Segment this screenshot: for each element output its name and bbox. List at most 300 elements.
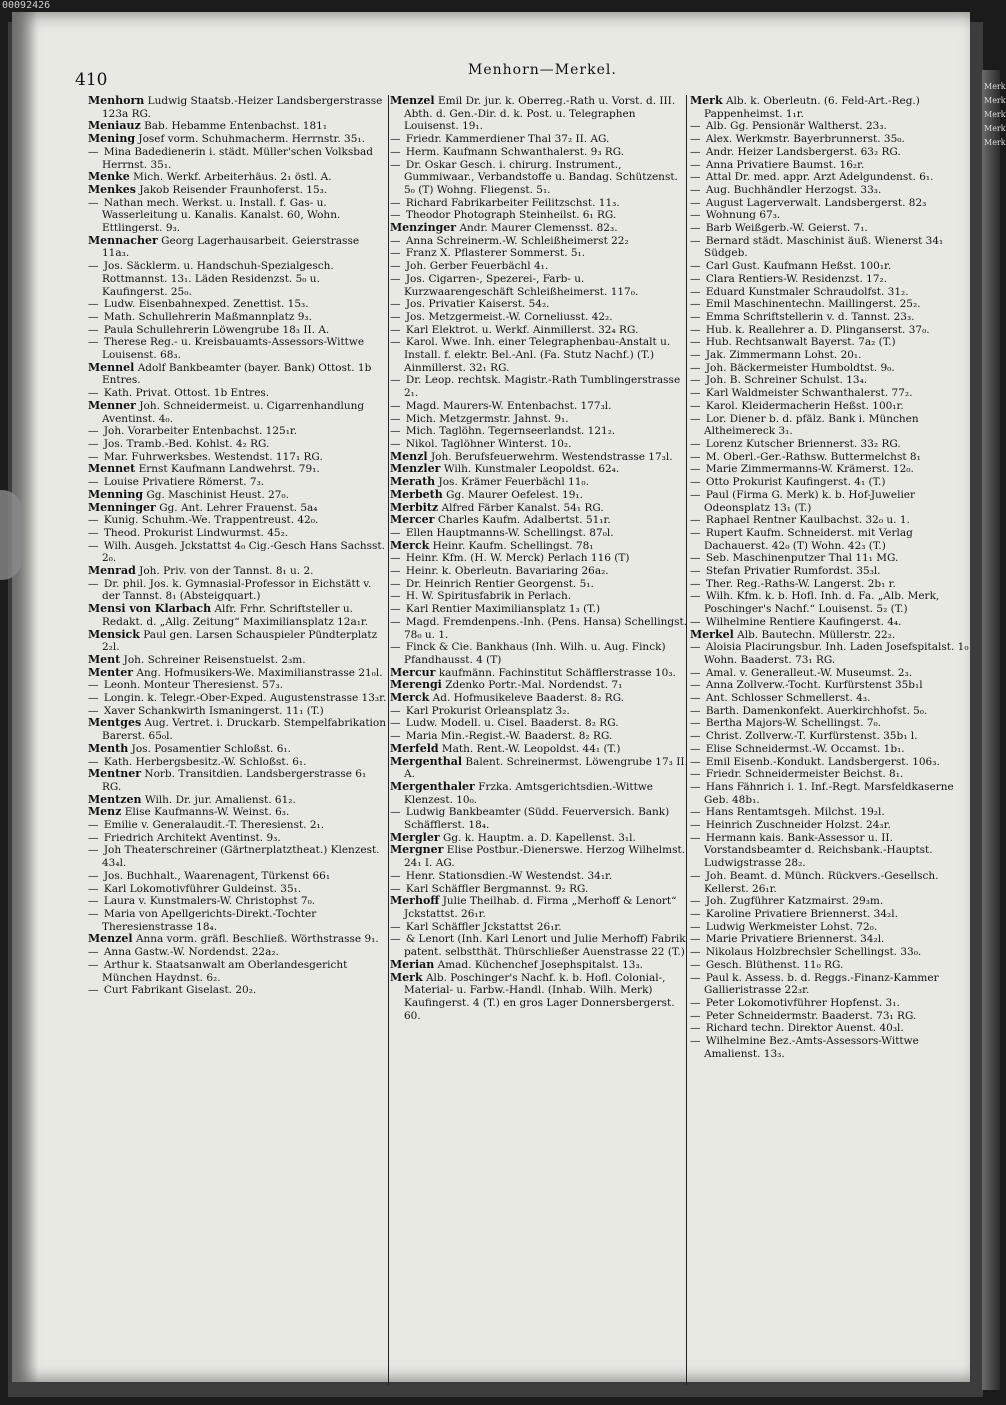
entry-text: Jos. Krämer Feuerbächl 11₀. (438, 476, 589, 489)
directory-entry (690, 705, 978, 718)
entry-surname: Menth (88, 741, 129, 755)
entry-text: Jos. Privatier Kaiserst. 54₂. (405, 298, 550, 311)
continuation-dash: — (690, 158, 701, 171)
directory-entry (88, 933, 388, 946)
entry-text: Aug. Buchhändler Herzogst. 33₃. (705, 183, 882, 196)
entry-text: Seb. Maschinenputzer Thal 11₁ MG. (705, 552, 899, 565)
directory-entry (690, 336, 978, 349)
directory-entry (390, 374, 690, 399)
entry-text: Otto Prokurist Kaufingerst. 4₁ (T.) (705, 476, 886, 489)
entry-text: Magd. Maurers-W. Entenbachst. 177₃l. (405, 399, 612, 412)
directory-entry (88, 832, 388, 845)
entry-text: Karoline Privatiere Briennerst. 34₂l. (705, 908, 898, 920)
entry-text: Aloisia Placirungsbur. Inh. Laden Josefspitalst. 1₀ Wohn. Baaderst. 73₁ RG. (704, 641, 969, 666)
column-rule (388, 95, 389, 1385)
continuation-dash: — (690, 971, 701, 984)
entry-text: Joh. B. Schreiner Schulst. 13₄. (705, 374, 868, 387)
entry-text: Alb. Bautechn. Müllerstr. 22₂. (737, 628, 896, 641)
continuation-dash: — (690, 374, 701, 387)
continuation-dash: — (88, 323, 99, 336)
continuation-dash: — (690, 399, 701, 412)
entry-text: Adolf Bankbeamter (bayer. Bank) Ottost. 1b Entres. (102, 361, 372, 387)
entry-text: Lor. Diener b. d. pfälz. Bank i. München Altheimereck 3₁. (704, 412, 919, 438)
directory-entry (390, 133, 690, 146)
continuation-dash: — (390, 399, 401, 412)
entry-text: Raphael Rentner Kaulbachst. 32₀ u. 1. (705, 514, 910, 527)
entry-surname: Menzel (88, 932, 133, 946)
directory-entry (390, 679, 690, 692)
directory-entry (390, 311, 690, 324)
continuation-dash: — (690, 234, 701, 247)
continuation-dash: — (690, 209, 701, 222)
directory-entry (690, 997, 978, 1010)
continuation-dash: — (390, 412, 401, 425)
continuation-dash: — (690, 590, 701, 603)
continuation-dash: — (88, 679, 99, 692)
directory-entry (390, 425, 690, 438)
continuation-dash: — (690, 831, 701, 844)
entry-text: Stefan Privatier Rumfordst. 35₃l. (705, 565, 881, 578)
continuation-dash: — (390, 374, 401, 387)
continuation-dash: — (88, 539, 99, 552)
entry-text: Heinr. k. Oberleutn. Bavariaring 26a₂. (405, 565, 609, 578)
directory-entry (390, 336, 690, 374)
directory-entry (690, 641, 978, 666)
entry-text: Joh. Zugführer Katzmairst. 29₃m. (705, 895, 884, 908)
entry-surname: Menhorn (88, 94, 145, 107)
entry-text: Hub. k. Reallehrer a. D. Plinganserst. 37₀. (705, 323, 930, 336)
entry-text: Wilhelmine Bez.-Amts-Assessors-Wittwe Amalienst. 13₃. (704, 1035, 919, 1060)
entry-text: Bernard städt. Maschinist äuß. Wienerst 34₁ Südgeb. (704, 234, 944, 260)
directory-entry (390, 540, 690, 553)
entry-text: Herm. Kaufmann Schwanthalerst. 9₃ RG. (405, 145, 625, 158)
entry-text: Karl Schäffler Jckstattst 26₁r. (405, 920, 562, 933)
directory-entry (88, 692, 388, 705)
directory-entry (690, 273, 978, 286)
directory-entry (690, 387, 978, 400)
continuation-dash: — (390, 526, 401, 539)
directory-entry (88, 984, 388, 997)
continuation-dash: — (390, 882, 401, 895)
entry-text: Karl Schäffler Bergmannst. 9₂ RG. (405, 882, 589, 895)
continuation-dash: — (88, 844, 99, 857)
entry-text: Ludw. Eisenbahnexped. Zenettist. 15₃. (103, 298, 309, 311)
continuation-dash: — (690, 692, 701, 705)
directory-entry (690, 590, 978, 615)
entry-text: Alb. Gg. Pensionär Waltherst. 23₃. (705, 120, 887, 133)
continuation-dash: — (690, 463, 701, 476)
continuation-dash: — (690, 183, 701, 196)
continuation-dash: — (690, 780, 701, 793)
entry-text: Aug. Vertret. i. Druckarb. Stempelfabrikation Barerst. 65₀l. (102, 717, 386, 743)
entry-text: Julie Theilhab. d. Firma „Merhoff & Lenort“ Jckstattst. 26₁r. (404, 895, 677, 920)
entry-surname: Mennel (88, 360, 135, 374)
directory-entry (88, 400, 388, 425)
continuation-dash: — (390, 234, 401, 247)
continuation-dash: — (690, 908, 701, 920)
entry-text: Emil Maschinentechn. Maillingerst. 25₂. (705, 298, 921, 311)
continuation-dash: — (690, 806, 701, 819)
entry-text: Maria Min.-Regist.-W. Baaderst. 8₂ RG. (405, 730, 613, 743)
entry-text: Dr. phil. Jos. k. Gymnasial-Professor in Eichstätt v. der Tannst. 8₁ (Absteigquart.) (102, 577, 372, 603)
directory-entry (690, 95, 978, 120)
continuation-dash: — (390, 310, 401, 323)
continuation-dash: — (690, 285, 701, 298)
directory-entry (690, 730, 978, 743)
entry-text: Wohnung 67₃. (705, 209, 781, 222)
continuation-dash: — (88, 882, 99, 895)
directory-entry (690, 362, 978, 375)
entry-surname: Menter (88, 665, 134, 679)
continuation-dash: — (690, 641, 701, 654)
continuation-dash: — (690, 336, 701, 349)
entry-text: Ludwig Staatsb.-Heizer Landsbergerstrasse 123a RG. (102, 95, 383, 120)
entry-text: Zdenko Portr.-Mal. Nordendst. 7₁ (445, 679, 623, 692)
directory-entry (390, 781, 690, 806)
entry-text: Elise Kaufmanns-W. Weinst. 6₃. (124, 806, 290, 819)
directory-entry (390, 921, 690, 934)
directory-entry (690, 1010, 978, 1023)
directory-entry (88, 311, 388, 324)
directory-entry (690, 374, 978, 387)
entry-text: Finck & Cie. Bankhaus (Inh. Wilh. u. Aug. Finck) Pfandhausst. 4 (T) (404, 641, 666, 666)
entry-surname: Ment (88, 652, 121, 666)
directory-entry (690, 298, 978, 311)
continuation-dash: — (690, 260, 701, 273)
entry-text: Norb. Transitdien. Landsbergerstrasse 6₁ RG. (102, 768, 367, 793)
continuation-dash: — (690, 349, 701, 362)
continuation-dash: — (390, 247, 401, 260)
entry-text: Andr. Heizer Landsbergerst. 63₂ RG. (705, 145, 901, 158)
continuation-dash: — (88, 476, 99, 489)
continuation-dash: — (690, 196, 701, 209)
continuation-dash: — (88, 514, 99, 527)
entry-text: Anna vorm. gräfl. Beschließ. Wörthstrasse 9₁. (135, 933, 379, 946)
directory-entry (690, 476, 978, 489)
directory-entry (88, 768, 388, 793)
continuation-dash: — (88, 577, 99, 590)
entry-text: Kath. Herbergsbesitz.-W. Schloßst. 6₁. (103, 755, 307, 768)
entry-text: Barth. Damenkonfekt. Auerkirchhofst. 5₀. (705, 704, 928, 717)
entry-text: Barb Weißgerb.-W. Geierst. 7₁. (705, 222, 868, 235)
directory-entry (390, 565, 690, 578)
continuation-dash: — (690, 704, 701, 717)
directory-entry (88, 946, 388, 959)
continuation-dash: — (690, 565, 701, 578)
entry-text: Nikolaus Holzbrechsler Schellingst. 33₀. (705, 946, 922, 959)
directory-entry (390, 972, 690, 1023)
directory-entry (390, 806, 690, 831)
continuation-dash: — (88, 692, 99, 705)
entry-text: Gg. k. Hauptm. a. D. Kapellenst. 3₁l. (442, 831, 636, 844)
continuation-dash: — (690, 222, 701, 235)
continuation-dash: — (690, 272, 701, 285)
continuation-dash: — (390, 298, 401, 311)
entry-text: Math. Rent.-W. Leopoldst. 44₁ (T.) (441, 742, 621, 755)
continuation-dash: — (390, 704, 401, 717)
directory-entry (690, 286, 978, 299)
directory-entry (88, 514, 388, 527)
entry-surname: Merhoff (390, 894, 440, 908)
entry-text: Alfr. Frhr. Schriftsteller u. Redakt. d. „Allg. Zeitung“ Maximiliansplatz 12a₁r. (102, 603, 369, 628)
directory-entry (88, 463, 388, 476)
entry-text: Leonh. Monteur Theresienst. 57₃. (103, 679, 284, 692)
continuation-dash: — (88, 908, 99, 920)
directory-entry (690, 349, 978, 362)
continuation-dash: — (690, 933, 701, 946)
entry-surname: Menning (88, 487, 144, 501)
directory-entry (88, 502, 388, 515)
page-number: 410 (75, 70, 108, 90)
entry-surname: Merk (690, 94, 723, 107)
entry-text: Anna Privatiere Baumst. 16₂r. (705, 158, 865, 171)
directory-entry (88, 806, 388, 819)
continuation-dash: — (690, 387, 701, 400)
entry-text: Bertha Majors-W. Schellingst. 7₀. (705, 717, 882, 730)
directory-entry (690, 717, 978, 730)
entry-text: Mich. Werkf. Arbeiterhäus. 2₁ östl. A. (133, 171, 332, 184)
entry-text: & Lenort (Inh. Karl Lenort und Julie Merhoff) Fabrik patent. selbstthät. Thürschließer Auenstrasse 22 (T.) (404, 933, 686, 959)
directory-entry (390, 298, 690, 311)
directory-entry (88, 133, 388, 146)
continuation-dash: — (690, 615, 701, 628)
directory-entry (88, 146, 388, 171)
directory-entry (690, 768, 978, 781)
directory-entry (690, 565, 978, 578)
directory-entry (390, 844, 690, 869)
entry-text: Friedr. Schneidermeister Beichst. 8₁. (705, 768, 904, 781)
directory-entry (390, 413, 690, 426)
next-page-edge-text: Merk Merk Merk Merk Merk (984, 82, 1006, 147)
directory-entry (690, 552, 978, 565)
continuation-dash: — (690, 298, 701, 311)
directory-entry (690, 184, 978, 197)
continuation-dash: — (690, 552, 701, 565)
entry-text: Paul k. Assess. b. d. Reggs.-Finanz-Kammer Gallieristrasse 22₃r. (704, 971, 939, 997)
entry-text: Carl Gust. Kaufmann Heßst. 100₁r. (705, 260, 892, 273)
directory-entry (690, 1022, 978, 1035)
continuation-dash: — (690, 920, 701, 933)
entry-text: Nikol. Taglöhner Winterst. 10₂. (405, 437, 572, 450)
entry-text: Paul (Firma G. Merk) k. b. Hof-Juwelier Odeonsplatz 13₁ (T.) (704, 488, 916, 514)
directory-entry (88, 717, 388, 742)
directory-column-1 (88, 95, 388, 1385)
entry-text: Friedrich Architekt Aventinst. 9₃. (103, 831, 281, 844)
entry-text: Richard Fabrikarbeiter Feilitzschst. 11₃. (405, 196, 620, 209)
continuation-dash: — (390, 323, 401, 336)
entry-text: Alfred Färber Kanalst. 54₁ RG. (441, 501, 604, 514)
continuation-dash: — (390, 437, 401, 450)
entry-text: Ludwig Werkmeister Lohst. 72₀. (705, 920, 878, 933)
entry-surname: Merk (390, 970, 423, 984)
continuation-dash: — (690, 310, 701, 323)
continuation-dash: — (690, 1022, 701, 1035)
entry-surname: Merian (390, 957, 435, 971)
entry-text: Jak. Zimmermann Lohst. 20₁. (705, 349, 862, 362)
entry-surname: Mentzen (88, 792, 142, 806)
entry-surname: Mennacher (88, 233, 158, 247)
directory-entry (88, 184, 388, 197)
directory-entry (88, 959, 388, 984)
entry-surname: Merkel (690, 627, 734, 641)
continuation-dash: — (390, 145, 401, 158)
continuation-dash: — (690, 323, 701, 336)
continuation-dash: — (88, 958, 99, 971)
entry-surname: Menkes (88, 182, 136, 196)
directory-entry (390, 603, 690, 616)
entry-text: Karl Rentier Maximiliansplatz 1₃ (T.) (405, 603, 601, 616)
directory-entry (690, 451, 978, 464)
directory-entry (390, 578, 690, 591)
entry-surname: Merbitz (390, 500, 439, 514)
continuation-dash: — (88, 755, 99, 768)
entry-text: Ang. Hofmusikers-We. Maximilianstrasse 21₀l. (136, 666, 383, 679)
directory-entry (390, 247, 690, 260)
directory-entry (88, 743, 388, 756)
entry-text: Nathan mech. Werkst. u. Install. f. Gas- u. Wasserleitung u. Kanalis. Kanalst. 60, Wohn. Ettlingerst. 9₃. (102, 196, 341, 235)
directory-entry (690, 159, 978, 172)
continuation-dash: — (690, 145, 701, 158)
entry-text: Alex. Werkmstr. Bayerbrunnerst. 35₀. (705, 133, 905, 146)
continuation-dash: — (390, 209, 401, 222)
continuation-dash: — (390, 806, 401, 819)
continuation-dash: — (390, 272, 401, 285)
entry-text: Maria von Apellgerichts-Direkt.-Tochter Theresienstrasse 18₄. (102, 908, 317, 933)
continuation-dash: — (690, 412, 701, 425)
entry-text: Dr. Heinrich Rentier Georgenst. 5₁. (405, 577, 594, 590)
directory-entry (390, 197, 690, 210)
entry-text: Balent. Schreinermst. Löwengrube 17₃ II. A. (404, 755, 688, 781)
directory-entry (390, 933, 690, 958)
continuation-dash: — (390, 336, 401, 349)
directory-entry (690, 667, 978, 680)
continuation-dash: — (690, 361, 701, 374)
entry-text: Curt Fabrikant Giselast. 20₂. (103, 984, 257, 997)
entry-text: Joh. Schreiner Reisenstuelst. 2₃m. (123, 653, 306, 666)
entry-text: H. W. Spiritusfabrik in Perlach. (405, 590, 572, 603)
entry-text: Joh. Schneidermeist. u. Cigarrenhandlung Aventinst. 4₀. (102, 399, 365, 425)
directory-entry (88, 870, 388, 883)
continuation-dash: — (390, 565, 401, 578)
entry-surname: Menzler (390, 462, 441, 476)
continuation-dash: — (390, 133, 401, 146)
continuation-dash: — (390, 158, 401, 171)
entry-text: Amad. Küchenchef Josephspitalst. 13₃. (437, 958, 644, 971)
entry-text: Mich. Metzgermstr. Jahnst. 9₁. (405, 412, 569, 425)
directory-entry (690, 413, 978, 438)
entry-text: Karl Elektrot. u. Werkf. Ainmillerst. 32₄ RG. (405, 323, 639, 336)
entry-text: Eduard Kunstmaler Schraudolfst. 31₂. (705, 285, 909, 298)
entry-text: Richard techn. Direktor Auenst. 40₃l. (705, 1022, 904, 1035)
continuation-dash: — (690, 679, 701, 692)
directory-column-2 (390, 95, 690, 1385)
continuation-dash: — (88, 425, 99, 438)
entry-text: Wilh. Kfm. k. b. Hofl. Inh. d. Fa. „Alb. Merk, Poschinger's Nachf.“ Louisenst. 5₂ (T.) (704, 590, 940, 616)
continuation-dash: — (88, 145, 99, 158)
directory-entry (88, 260, 388, 298)
continuation-dash: — (690, 768, 701, 781)
entry-text: August Lagerverwalt. Landsbergerst. 82₃ (705, 196, 927, 209)
entry-text: Peter Lokomotivführer Hopfenst. 3₁. (705, 996, 900, 1009)
directory-entry (690, 400, 978, 413)
continuation-dash: — (690, 171, 701, 184)
continuation-dash: — (690, 577, 701, 590)
entry-text: Karl Waldmeister Schwanthalerst. 77₂. (705, 387, 913, 400)
entry-surname: Mennet (88, 462, 136, 476)
directory-entry (690, 921, 978, 934)
entry-text: Lorenz Kutscher Briennerst. 33₂ RG. (705, 437, 901, 450)
continuation-dash: — (88, 387, 99, 400)
entry-text: Emil Eisenb.-Kondukt. Landsbergerst. 106₃. (705, 755, 940, 768)
entry-text: Ellen Hauptmanns-W. Schellingst. 87₀l. (405, 526, 614, 539)
entry-surname: Menz (88, 805, 122, 819)
continuation-dash: — (390, 425, 401, 438)
entry-surname: Mentner (88, 767, 142, 781)
entry-surname: Menrad (88, 564, 136, 578)
entry-text: Emil Dr. jur. k. Oberreg.-Rath u. Vorst. d. III. Abth. d. Gen.-Dir. d. k. Post. u. Telegraphen Louisenst. 19₁. (404, 95, 676, 133)
continuation-dash: — (88, 450, 99, 463)
directory-entry (690, 629, 978, 642)
directory-entry (690, 311, 978, 324)
entry-surname: Meniauz (88, 119, 141, 133)
directory-entry (88, 603, 388, 628)
continuation-dash: — (88, 946, 99, 959)
continuation-dash: — (88, 310, 99, 323)
scan-id-code: 00092426 (2, 0, 51, 11)
entry-surname: Mercer (390, 513, 435, 527)
continuation-dash: — (690, 120, 701, 133)
directory-entry (88, 565, 388, 578)
continuation-dash: — (88, 437, 99, 450)
continuation-dash: — (88, 260, 99, 273)
entry-surname: Merath (390, 475, 436, 489)
entry-text: Peter Schneidermstr. Baaderst. 73₁ RG. (705, 1009, 917, 1022)
directory-entry (690, 260, 978, 273)
continuation-dash: — (690, 742, 701, 755)
directory-entry (690, 908, 978, 921)
directory-entry (88, 540, 388, 565)
directory-entry (390, 260, 690, 273)
directory-entry (690, 514, 978, 527)
directory-entry (690, 197, 978, 210)
continuation-dash: — (690, 1009, 701, 1022)
entry-text: Marie Zimmermanns-W. Krämerst. 12₀. (705, 463, 914, 476)
directory-entry (690, 133, 978, 146)
entry-text: Clara Rentiers-W. Residenzst. 17₂. (705, 272, 888, 285)
directory-entry (390, 324, 690, 337)
entry-text: Rupert Kaufm. Schneiderst. mit Verlag Dachauerst. 42₀ (T) Wohn. 42₃ (T.) (704, 526, 913, 552)
entry-text: Arthur k. Staatsanwalt am Oberlandesgericht München Haydnst. 6₂. (102, 958, 348, 984)
entry-text: Joh. Beamt. d. Münch. Rückvers.-Gesellsch. Kellerst. 26₁r. (704, 869, 939, 895)
continuation-dash: — (690, 476, 701, 489)
directory-entry (88, 336, 388, 361)
directory-entry (88, 578, 388, 603)
directory-entry (390, 590, 690, 603)
entry-surname: Merbeth (390, 487, 443, 501)
entry-surname: Merengi (390, 678, 442, 692)
entry-text: Mar. Fuhrwerksbes. Westendst. 117₁ RG. (103, 450, 323, 463)
entry-surname: Mentges (88, 716, 142, 730)
entry-text: Jakob Reisender Fraunhoferst. 15₃. (139, 183, 328, 196)
continuation-dash: — (690, 450, 701, 463)
entry-text: Jos. Metzgermeist.-W. Corneliusst. 42₂. (405, 310, 613, 323)
entry-text: Xaver Schankwirth Ismaningerst. 11₁ (T.) (103, 704, 324, 717)
entry-text: Ludw. Modell. u. Cisel. Baaderst. 8₂ RG. (405, 717, 619, 730)
entry-text: Hans Fähnrich i. 1. Inf.-Regt. Marsfeldkaserne Geb. 48b₁. (704, 780, 954, 806)
directory-entry (690, 171, 978, 184)
directory-entry (88, 235, 388, 260)
continuation-dash: — (390, 641, 401, 654)
